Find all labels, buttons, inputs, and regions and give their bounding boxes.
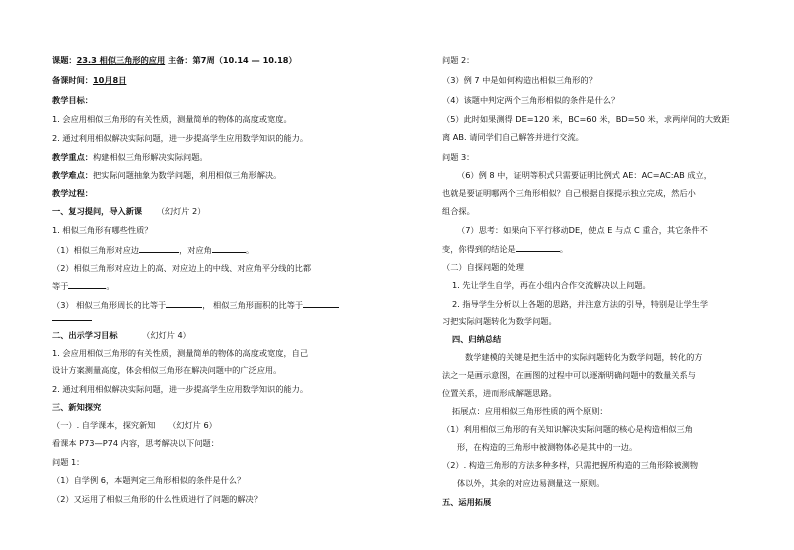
problem-3a: （6）例 8 中，证明等积式只需要证明比例式 AE：AC=AC:AB 成立， xyxy=(457,170,712,180)
q1a-end: 。 xyxy=(245,245,255,255)
handling-2: 2. 指导学生分析以上各题的思路，并注意方法的引导，特别是让学生学 xyxy=(452,299,709,309)
problem-2c-cont: 离 AB. 请同学们自己解答并进行交流。 xyxy=(442,132,584,142)
prep-date: 10月8日 xyxy=(92,75,127,85)
summary-2: 法之一是画示意图，在画图的过程中可以逐渐明确问题中的数量关系与 xyxy=(442,370,696,380)
key-label: 教学重点： xyxy=(52,152,93,162)
section-2-slide: （幻灯片 4） xyxy=(142,330,191,340)
problem-2-label: 问题 2： xyxy=(442,55,475,65)
section-1-title: 一、复习提问，导入新课 xyxy=(52,206,143,216)
section-5-heading: 五、运用拓展 xyxy=(442,497,492,507)
blank-line xyxy=(303,299,339,308)
q1c-mid: ， 相似三角形面积的比等于 xyxy=(202,300,304,310)
problem-2b: （4）该题中判定两个三角形相似的条件是什么？ xyxy=(442,95,620,105)
handling-2-cont: 习把实际问题转化为数学问题。 xyxy=(442,316,557,326)
process-heading: 教学过程： xyxy=(52,188,93,198)
section-4-heading: 四、归纳总结 xyxy=(452,334,502,344)
principle-2-cont: 体以外，其余的对应边易测量这一原则。 xyxy=(457,478,605,488)
read-instruction: 看课本 P73—P74 内容，思考解决以下问题： xyxy=(52,438,219,448)
blank-line xyxy=(52,312,92,321)
question-1c-cont xyxy=(52,312,92,324)
q1b2-end: 。 xyxy=(106,281,115,291)
principle-1: （1）利用相似三角形的有关知识解决实际问题的核心是构造相似三角 xyxy=(442,424,693,434)
key-point xyxy=(52,152,208,163)
subsection-handling: （二）自探问题的处理 xyxy=(442,262,524,272)
subsection-slide: （幻灯片 6） xyxy=(168,420,217,430)
principle-2: （2）. 构造三角形的方法多种多样，只需把握所构造的三角形除被测物 xyxy=(442,460,699,470)
key-text: 构建相似三角形解决实际问题。 xyxy=(92,152,208,162)
goal-1: 1. 会应用相似三角形的有关性质，测量简单的物体的高度或宽度。 xyxy=(52,114,292,124)
section-2-heading xyxy=(52,330,191,341)
question-1b: （2）相似三角形对应边上的高、对应边上的中线、对应角平分线的比都 xyxy=(52,263,312,273)
lesson-title-line xyxy=(52,55,297,66)
subsection-text: . 自学课本，探究新知 xyxy=(76,420,156,430)
blank-line xyxy=(166,299,202,308)
prep-label: 备课时间： xyxy=(52,75,93,85)
question-1a xyxy=(52,244,254,256)
section-3-heading: 三、新知探究 xyxy=(52,402,102,412)
problem-2c: （5）此时如果测得 DE=120 米，BC=60 米，BD=50 米，求两岸间的大致距 xyxy=(442,114,730,124)
q1c-pre: （3） 相似三角形周长的比等于 xyxy=(52,300,167,310)
title-topic: 23.3 相似三角形的应用 xyxy=(76,55,166,65)
blank-line xyxy=(139,244,179,253)
difficulty xyxy=(52,170,281,181)
diff-text: 把实际问题抽象为数学问题，利用相似三角形解决。 xyxy=(92,170,282,180)
target-1: 1. 会应用相似三角形的有关性质，测量简单的物体的高度或宽度，自己 xyxy=(52,348,309,358)
q1a-mid: ，对应角 xyxy=(179,245,212,255)
goal-2: 2. 通过利用相似解决实际问题，进一步提高学生应用数学知识的能力。 xyxy=(52,133,309,143)
q1a-pre: （1）相似三角形对应边 xyxy=(52,245,140,255)
goals-heading: 教学目标： xyxy=(52,95,93,105)
section-1-heading xyxy=(52,206,205,217)
blank-line xyxy=(516,243,560,252)
problem-3a-cont: 也就是要证明哪两个三角形相似？自己根据自探提示独立完成，然后小 xyxy=(442,188,696,198)
problem-3b: （7）思考：如果向下平行移动DE，使点 E 与点 C 重合，其它条件不 xyxy=(457,225,708,235)
summary-1: 数学建模的关键是把生活中的实际问题转化为数学问题，转化的方 xyxy=(465,352,703,362)
title-rest: 主备：第7周（10.14 — 10.18） xyxy=(165,55,297,65)
subsection-prefix: （一） xyxy=(52,420,77,430)
question-1c xyxy=(52,299,339,311)
p3b2-pre: 变，你得到的结论是 xyxy=(442,244,516,254)
target-1-cont: 设计方案测量高度，体会相似三角形在解决问题中的广泛应用。 xyxy=(52,365,282,375)
section-1-slide: （幻灯片 2） xyxy=(156,206,206,216)
subsection-self-study xyxy=(52,420,217,431)
section-2-title: 二、出示学习目标 xyxy=(52,330,118,340)
problem-1b: （2）又运用了相似三角形的什么性质进行了问题的解决？ xyxy=(52,494,262,504)
diff-label: 教学难点： xyxy=(52,170,93,180)
title-prefix: 课题： xyxy=(52,55,77,65)
p3b2-end: 。 xyxy=(559,244,568,254)
question-1b-cont xyxy=(52,280,115,292)
question-1: 1. 相似三角形有哪些性质？ xyxy=(52,225,153,235)
blank-line xyxy=(68,280,106,289)
principle-1-cont: 形，在构造的三角形中被测物体必是其中的一边。 xyxy=(457,442,638,452)
problem-3b-cont xyxy=(442,243,568,255)
q1b2-pre: 等于 xyxy=(52,281,69,291)
problem-3-label: 问题 3： xyxy=(442,152,475,162)
target-2: 2. 通过利用相似解决实际问题，进一步提高学生应用数学知识的能力。 xyxy=(52,384,309,394)
problem-2a: （3）例 7 中是如何构造出相似三角形的？ xyxy=(442,75,597,85)
problem-1a: （1）自学例 6，本题判定三角形相似的条件是什么？ xyxy=(52,475,246,485)
handling-1: 1. 先让学生自学，再在小组内合作交流解决以上问题。 xyxy=(452,280,651,290)
problem-1-label: 问题 1： xyxy=(52,457,85,467)
extension-point: 拓展点：应用相似三角形性质的两个原则： xyxy=(452,406,608,416)
blank-line xyxy=(212,244,246,253)
prep-time-line xyxy=(52,75,126,86)
summary-3: 位置关系，进而形成解题思路。 xyxy=(442,388,557,398)
problem-3a-cont2: 组合探。 xyxy=(442,206,475,216)
